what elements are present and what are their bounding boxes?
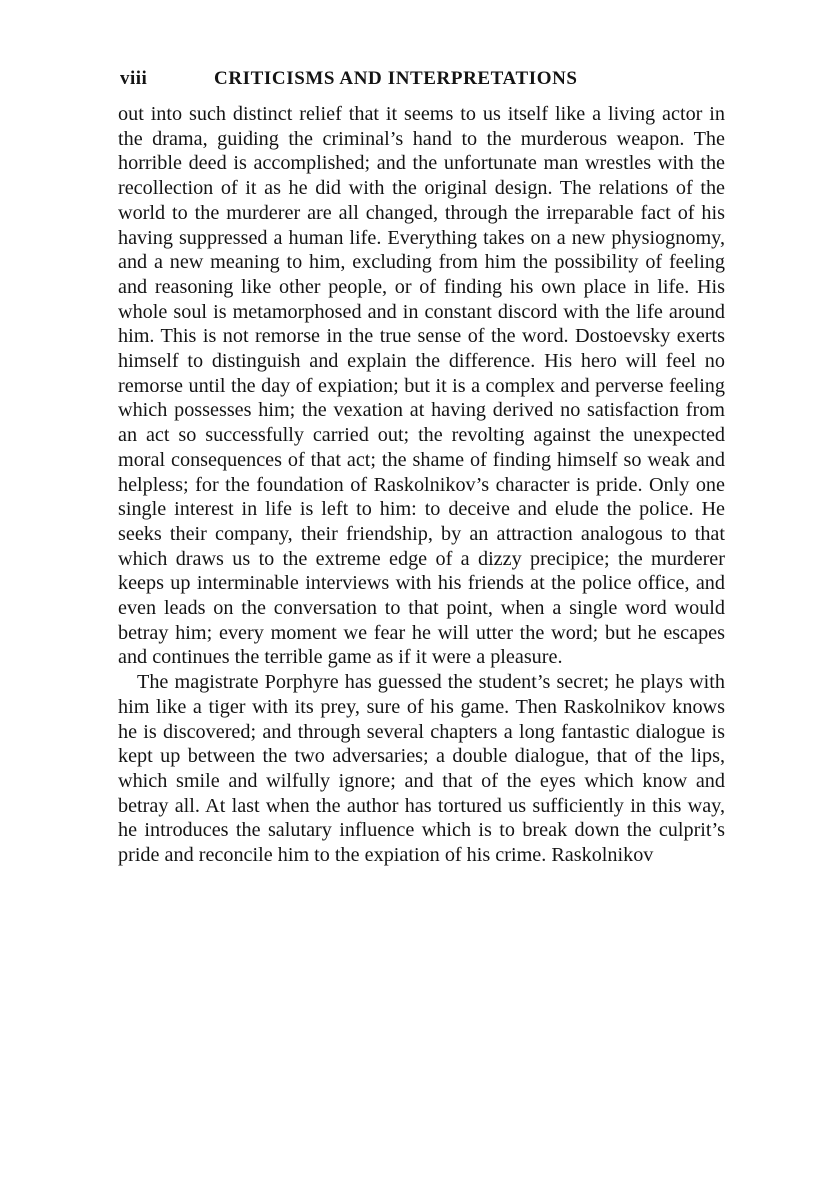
body-text bbox=[118, 102, 725, 868]
paragraph-continued: out into such distinct relief that it seems to us itself like a living actor in the drama, guiding the criminal’s hand to the murderous weapon. The horrible deed is accomplished; and the unfortunate man wrestles with the recollection of it as he did with the original design. The relations of the world to the murderer are all changed, through the irreparable fact of his having suppressed a human life. Everything takes on a new physiognomy, and a new meaning to him, excluding from him the possibility of feeling and reasoning like other people, or of finding his own place in life. His whole soul is metamorphosed and in constant discord with the life around him. This is not remorse in the true sense of the word. Dostoevsky exerts himself to distinguish and explain the difference. His hero will feel no remorse until the day of expiation; but it is a complex and perverse feeling which possesses him; the vexation at having derived no satisfaction from an act so successfully carried out; the revolting against the unexpected moral consequences of that act; the shame of finding himself so weak and helpless; for the foundation of Raskolnikov’s character is pride. Only one single interest in life is left to him: to deceive and elude the police. He seeks their company, their friendship, by an attraction analogous to that which draws us to the extreme edge of a dizzy precipice; the murderer keeps up interminable interviews with his friends at the police office, and even leads on the conversation to that point, when a single word would betray him; every moment we fear he will utter the word; but he escapes and continues the terrible game as if it were a pleasure. bbox=[118, 103, 725, 669]
running-title: CRITICISMS AND INTERPRETATIONS bbox=[214, 68, 578, 89]
book-page bbox=[118, 62, 725, 868]
running-head bbox=[118, 62, 725, 96]
page-number: viii bbox=[120, 68, 148, 89]
paragraph: The magistrate Porphyre has guessed the student’s secret; he plays with him like a tiger with its prey, sure of his game. Then Raskolnikov knows he is discovered; and through several chapters a long fantastic dialogue is kept up between the two adversaries; a double dialogue, that of the lips, which smile and wilfully ignore; and that of the eyes which know and betray all. At last when the author has tortured us sufficiently in this way, he introduces the salutary influence which is to break down the culprit’s pride and reconcile him to the expiation of his crime. Raskolnikov bbox=[118, 671, 725, 867]
